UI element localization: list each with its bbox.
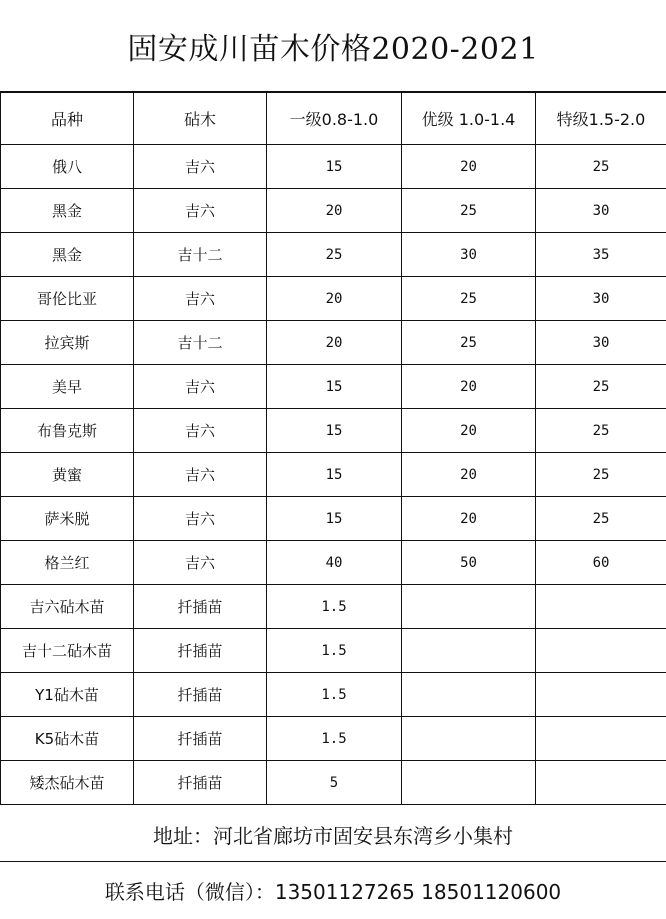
cell-price-special: 25 [536, 365, 666, 409]
cell-price-superior: 25 [402, 277, 536, 321]
cell-variety: 布鲁克斯 [1, 409, 134, 453]
cell-price-special [536, 717, 666, 761]
cell-variety: 矮杰砧木苗 [1, 761, 134, 805]
cell-price-special: 30 [536, 277, 666, 321]
cell-price-superior: 50 [402, 541, 536, 585]
cell-rootstock: 吉六 [134, 145, 267, 189]
cell-rootstock: 扦插苗 [134, 585, 267, 629]
cell-variety: Y1砧木苗 [1, 673, 134, 717]
cell-price-superior [402, 717, 536, 761]
cell-price-special: 60 [536, 541, 666, 585]
cell-price-superior: 20 [402, 409, 536, 453]
header-variety: 品种 [1, 93, 134, 145]
cell-price-special: 35 [536, 233, 666, 277]
cell-rootstock: 吉十二 [134, 233, 267, 277]
table-row [1, 761, 666, 805]
header-grade-superior: 优级 1.0-1.4 [402, 93, 536, 145]
cell-rootstock: 吉六 [134, 541, 267, 585]
cell-price-special [536, 673, 666, 717]
cell-price-superior [402, 761, 536, 805]
cell-price-special: 25 [536, 497, 666, 541]
cell-price-superior: 20 [402, 145, 536, 189]
cell-variety: 俄八 [1, 145, 134, 189]
header-rootstock: 砧木 [134, 93, 267, 145]
cell-variety: 吉十二砧木苗 [1, 629, 134, 673]
cell-price-first: 15 [267, 497, 402, 541]
table-row [1, 541, 666, 585]
cell-price-superior [402, 673, 536, 717]
table-row [1, 145, 666, 189]
cell-price-superior: 20 [402, 365, 536, 409]
table-row [1, 233, 666, 277]
table-row [1, 277, 666, 321]
cell-variety: 黑金 [1, 233, 134, 277]
table-row [1, 453, 666, 497]
cell-price-special: 30 [536, 189, 666, 233]
table-row [1, 717, 666, 761]
cell-price-special [536, 629, 666, 673]
cell-price-superior: 25 [402, 189, 536, 233]
cell-price-first: 1.5 [267, 717, 402, 761]
cell-rootstock: 吉六 [134, 453, 267, 497]
cell-price-first: 15 [267, 453, 402, 497]
cell-rootstock: 吉六 [134, 365, 267, 409]
cell-rootstock: 吉六 [134, 189, 267, 233]
cell-price-superior: 25 [402, 321, 536, 365]
address-text: 地址：河北省廊坊市固安县东湾乡小集村 [153, 824, 513, 848]
table-row [1, 189, 666, 233]
table-row [1, 321, 666, 365]
cell-variety: 拉宾斯 [1, 321, 134, 365]
cell-rootstock: 吉六 [134, 497, 267, 541]
cell-rootstock: 扦插苗 [134, 673, 267, 717]
cell-price-superior [402, 629, 536, 673]
cell-price-first: 20 [267, 189, 402, 233]
cell-variety: 黄蜜 [1, 453, 134, 497]
cell-price-superior [402, 585, 536, 629]
header-grade-special: 特级1.5-2.0 [536, 93, 666, 145]
header-grade-first: 一级0.8-1.0 [267, 93, 402, 145]
cell-rootstock: 吉六 [134, 277, 267, 321]
cell-price-special [536, 585, 666, 629]
table-body [1, 145, 666, 805]
table-row [1, 585, 666, 629]
sheet-title: 固安成川苗木价格2020-2021 [0, 0, 666, 92]
table-row [1, 497, 666, 541]
cell-price-special: 25 [536, 453, 666, 497]
cell-price-superior: 30 [402, 233, 536, 277]
cell-variety: 萨米脱 [1, 497, 134, 541]
cell-price-special: 25 [536, 409, 666, 453]
cell-price-first: 1.5 [267, 629, 402, 673]
cell-price-superior: 20 [402, 497, 536, 541]
cell-price-first: 15 [267, 145, 402, 189]
cell-price-superior: 20 [402, 453, 536, 497]
cell-price-first: 5 [267, 761, 402, 805]
table-row [1, 629, 666, 673]
cell-variety: K5砧木苗 [1, 717, 134, 761]
cell-rootstock: 吉十二 [134, 321, 267, 365]
cell-rootstock: 扦插苗 [134, 717, 267, 761]
table-row [1, 673, 666, 717]
cell-price-first: 15 [267, 365, 402, 409]
cell-rootstock: 扦插苗 [134, 761, 267, 805]
cell-price-first: 1.5 [267, 673, 402, 717]
address-line [0, 808, 666, 862]
cell-rootstock: 扦插苗 [134, 629, 267, 673]
cell-price-special: 30 [536, 321, 666, 365]
cell-price-first: 20 [267, 321, 402, 365]
cell-price-special [536, 761, 666, 805]
cell-rootstock: 吉六 [134, 409, 267, 453]
table-row [1, 409, 666, 453]
cell-variety: 格兰红 [1, 541, 134, 585]
cell-price-first: 15 [267, 409, 402, 453]
cell-price-first: 25 [267, 233, 402, 277]
contact-line [0, 862, 666, 919]
cell-variety: 美早 [1, 365, 134, 409]
cell-variety: 哥伦比亚 [1, 277, 134, 321]
contact-text: 联系电话（微信）：13501127265 18501120600 [104, 880, 562, 904]
cell-variety: 吉六砧木苗 [1, 585, 134, 629]
price-table [0, 92, 666, 805]
cell-price-special: 25 [536, 145, 666, 189]
cell-price-first: 40 [267, 541, 402, 585]
table-row [1, 365, 666, 409]
cell-price-first: 20 [267, 277, 402, 321]
table-header-row [1, 93, 666, 145]
cell-price-first: 1.5 [267, 585, 402, 629]
cell-variety: 黑金 [1, 189, 134, 233]
